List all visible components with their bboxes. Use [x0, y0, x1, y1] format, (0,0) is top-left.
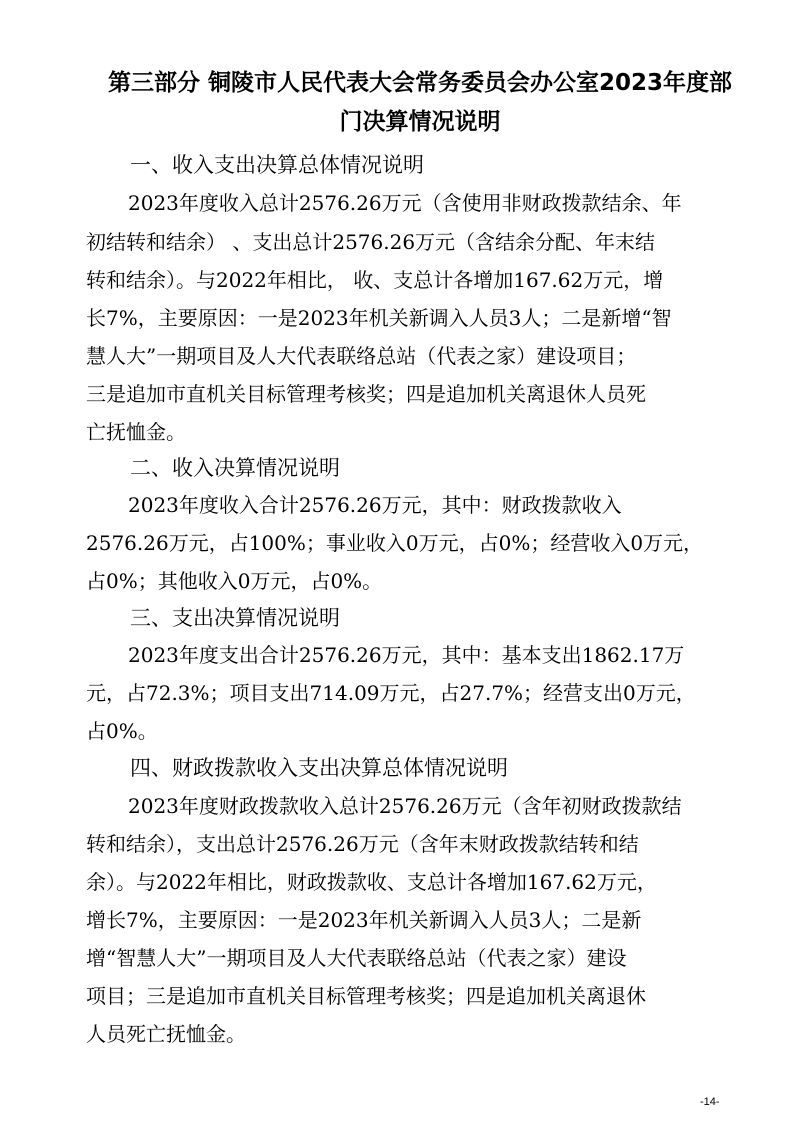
document-title-line-2: 门决算情况说明: [339, 109, 501, 135]
section-heading-3: 三、支出决算情况说明: [130, 606, 340, 630]
section-heading-1: 一、收入支出决算总体情况说明: [130, 153, 424, 177]
paragraph-line: 增长7%，主要原因：一是2023年机关新调入人员3人；二是新: [86, 908, 642, 932]
paragraph-line: 元，占72.3%；项目支出714.09万元，占27.7%；经营支出0万元，: [86, 681, 696, 705]
paragraph-line: 三是追加市直机关目标管理考核奖；四是追加机关离退休人员死: [86, 382, 646, 406]
paragraph-line: 长7%，主要原因：一是2023年机关新调入人员3人；二是新增“智: [86, 306, 672, 330]
section-heading-2: 二、收入决算情况说明: [130, 456, 340, 480]
paragraph-line: 增“智慧人大”一期项目及人大代表联络总站（代表之家）建设: [86, 946, 627, 970]
paragraph-line: 2023年度收入合计2576.26万元，其中：财政拨款收入: [128, 493, 622, 517]
paragraph-line: 占0%。: [86, 719, 158, 743]
paragraph-line: 2023年度支出合计2576.26万元，其中：基本支出1862.17万: [128, 643, 685, 667]
paragraph-line: 转和结余），支出总计2576.26万元（含年末财政拨款结转和结: [86, 832, 639, 856]
paragraph-line: 初结转和结余） 、支出总计2576.26万元（含结余分配、年末结: [86, 230, 656, 254]
paragraph-line: 2576.26万元，占100%；事业收入0万元，占0%；经营收入0万元，: [86, 531, 704, 555]
paragraph-line: 亡抚恤金。: [86, 420, 186, 444]
paragraph-line: 占0%；其他收入0万元，占0%。: [86, 569, 383, 593]
paragraph-line: 2023年度收入总计2576.26万元（含使用非财政拨款结余、年: [128, 191, 682, 215]
document-title-line-1: 第三部分 铜陵市人民代表大会常务委员会办公室2023年度部: [107, 70, 733, 96]
paragraph-line: 2023年度财政拨款收入总计2576.26万元（含年初财政拨款结: [128, 794, 682, 818]
page-number: -14-: [700, 1096, 720, 1108]
paragraph-line: 项目；三是追加市直机关目标管理考核奖；四是追加机关离退休: [86, 984, 646, 1008]
paragraph-line: 转和结余）。与2022年相比， 收、支总计各增加167.62万元，增: [86, 268, 664, 292]
paragraph-line: 人员死亡抚恤金。: [86, 1022, 246, 1046]
section-heading-4: 四、财政拨款收入支出决算总体情况说明: [130, 756, 508, 780]
paragraph-line: 余）。与2022年相比，财政拨款收、支总计各增加167.62万元，: [86, 870, 657, 894]
paragraph-line: 慧人大”一期项目及人大代表联络总站（代表之家）建设项目；: [86, 344, 637, 368]
